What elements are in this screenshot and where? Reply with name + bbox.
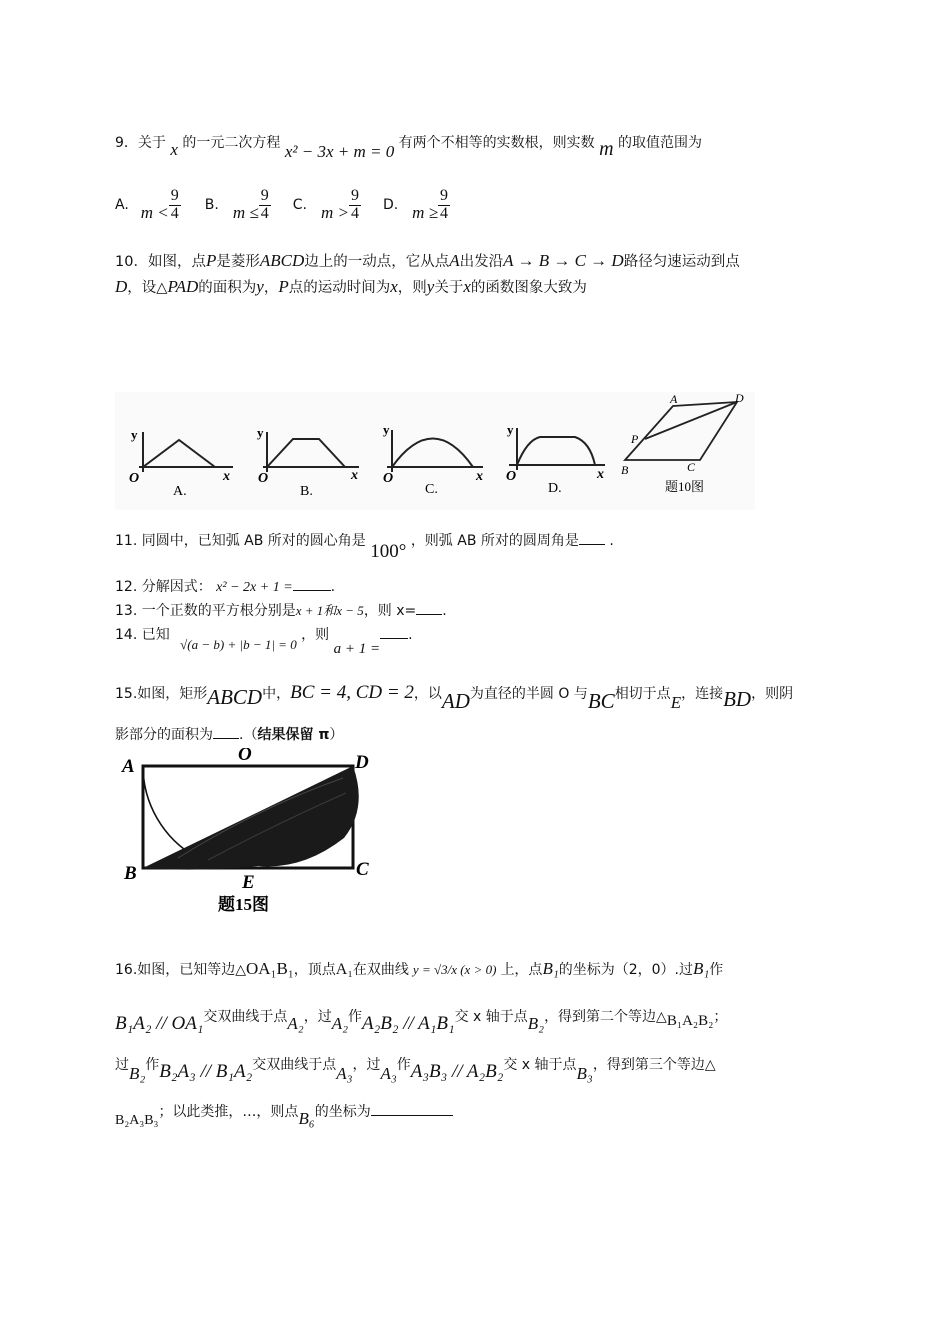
q10-var-a: A <box>449 251 460 270</box>
q10-var-x: x <box>390 277 398 296</box>
rhombus-label-b: B <box>621 463 629 477</box>
q16-text: 的坐标为 <box>314 1104 371 1120</box>
axis-label-y: y <box>507 422 514 437</box>
q16-point-a2: A₂ <box>331 1014 349 1033</box>
q15-text: ，连接 <box>681 686 724 702</box>
q16-hyperbola: y = √3/x (x > 0) <box>412 962 497 977</box>
q10-text: 是菱形 <box>216 254 260 270</box>
graph-a-caption: A. <box>173 484 187 499</box>
q16-text: 交双曲线于点 <box>203 1009 288 1025</box>
fig15-label-a: A <box>122 756 135 777</box>
q9-option-a-fraction: $\frac{9}{4}$ <box>170 187 179 222</box>
q15-var-abcd: ABCD <box>207 685 263 709</box>
q16-point-a3: A₃ <box>336 1064 353 1083</box>
q16-text: 交 x 轴于点 <box>503 1057 577 1073</box>
q16-line-4 <box>115 1100 453 1128</box>
q10-var-p: P <box>278 277 289 296</box>
q10-text: ， <box>263 280 279 296</box>
q10-path: A → B → C → D <box>503 251 624 270</box>
fig15-label-d: D <box>355 752 369 773</box>
q16-text: 16.如图，已知等边△ <box>115 962 247 978</box>
q9-option-b-fraction: $\frac{9}{4}$ <box>260 187 269 222</box>
q16-text: 作 <box>396 1057 411 1073</box>
fig15-caption: 题15图 <box>218 895 269 914</box>
q16-text: ，过 <box>303 1009 332 1025</box>
rhombus-label-p: P <box>631 432 639 446</box>
q16-relation: A₂B₂ // A₁B₁ <box>362 1013 455 1034</box>
q16-line-3 <box>115 1052 716 1083</box>
q9-option-a-letter: A. <box>115 197 129 214</box>
rhombus-caption: 题10图 <box>665 479 705 494</box>
q15-line-1 <box>115 678 794 713</box>
q10-line-1 <box>115 250 740 272</box>
q13-answer-blank <box>416 600 442 615</box>
q13-text: ，则 x= <box>363 603 417 619</box>
q10-text: 关于 <box>434 280 464 296</box>
graph-c-caption: C. <box>425 482 438 497</box>
fig15-label-o: O <box>238 748 252 765</box>
q10-text: 点的运动时间为 <box>288 280 391 296</box>
q16-point-b2: B₂ <box>129 1064 146 1083</box>
axis-label-x: x <box>597 467 604 482</box>
q15-var-ad: AD <box>441 689 470 713</box>
graph-d-caption: D. <box>548 481 562 496</box>
q9-line <box>115 128 703 161</box>
q9-tail: 有两个不相等的实数根，则实数 <box>398 135 595 151</box>
q16-point-a1: A₁ <box>335 961 353 978</box>
q9-option-c-lhs: m > <box>320 203 349 223</box>
q16-relation: B₂A₃ // B₁A₂ <box>159 1061 253 1082</box>
shaded-region <box>143 766 359 870</box>
q10-figure <box>115 392 755 510</box>
q16-text: ； <box>713 1009 728 1025</box>
q15-text: 相切于点 <box>614 686 671 702</box>
origin-label: O <box>258 471 269 486</box>
origin-label: O <box>129 471 140 486</box>
q12-line <box>115 576 335 597</box>
axis-label-x: x <box>476 469 483 484</box>
q10-var-d: D <box>115 277 128 296</box>
fig15-label-e: E <box>242 872 255 893</box>
q16-triangle-3: B₂A₃B₃ <box>115 1113 159 1128</box>
q16-line-2 <box>115 1004 728 1034</box>
q16-text: 作 <box>145 1057 160 1073</box>
axis-label-y: y <box>131 427 138 442</box>
q14-line <box>115 624 413 657</box>
q16-text: ，过 <box>352 1057 381 1073</box>
q15-condition: BC = 4, CD = 2 <box>290 682 414 703</box>
q9-var-x: x <box>170 140 178 159</box>
semicircle-arc <box>143 766 196 857</box>
q10-text: 边上的一动点，它从点 <box>304 254 450 270</box>
q9-option-c-letter: C. <box>292 197 307 214</box>
q13-end: . <box>442 603 447 619</box>
q14-text: 14. 已知 <box>115 627 170 643</box>
q14-text: ，则 <box>301 627 330 643</box>
q16-triangle-1: OA₁B₁ <box>246 959 294 978</box>
q9-option-d-letter: D. <box>382 197 399 214</box>
q15-var-bc: BC <box>587 689 615 713</box>
q13-line <box>115 600 447 620</box>
q9-end: 的取值范围为 <box>618 135 703 151</box>
q16-text: 上，点 <box>500 962 543 978</box>
q15-text: 15.如图，矩形 <box>115 686 208 702</box>
q16-relation: B₁A₂ // OA₁ <box>115 1013 204 1034</box>
q10-var-abcd: ABCD <box>259 251 305 270</box>
axis-label-y: y <box>257 425 264 440</box>
q15-bold-note: 结果保留 π <box>257 727 330 743</box>
q15-text: 中， <box>262 686 291 702</box>
q16-point-b2: B₂ <box>527 1014 545 1033</box>
q12-text: 12. 分解因式： <box>115 579 212 595</box>
q9-mid: 的一元二次方程 <box>182 135 281 151</box>
q13-text: 13. 一个正数的平方根分别是 <box>115 603 296 619</box>
q10-var-p: P <box>205 251 217 270</box>
q12-end: . <box>330 579 336 595</box>
q9-options <box>115 188 450 223</box>
q10-var-y: y <box>256 277 264 296</box>
rhombus-label-a: A <box>670 392 678 406</box>
axis-label-x: x <box>223 469 230 484</box>
q11-line <box>115 528 614 562</box>
q15-text: ，则阴 <box>751 686 794 702</box>
q9-lead: 9．关于 <box>115 135 166 151</box>
q16-text: 作 <box>709 962 724 978</box>
origin-label: O <box>506 469 517 484</box>
q11-text: ，则弧 AB 所对的圆周角是 <box>410 533 579 549</box>
q16-text: ，顶点 <box>293 962 336 978</box>
q10-text: 的面积为 <box>198 280 257 296</box>
q15-text: ，以 <box>413 686 442 702</box>
q16-text: 过 <box>115 1057 129 1073</box>
q9-var-m: m <box>599 138 614 160</box>
q14-end: . <box>408 627 413 643</box>
q16-point-b1: B₁ <box>542 959 559 978</box>
origin-label: O <box>383 471 394 486</box>
q16-text: 的坐标为（2，0）.过 <box>558 962 693 978</box>
q16-text: 作 <box>348 1009 363 1025</box>
q10-text: 的函数图象大致为 <box>470 280 587 296</box>
axis-label-y: y <box>383 422 390 437</box>
q16-point-a2: A₂ <box>287 1014 304 1033</box>
q13-expression: x + 1和x − 5 <box>295 603 364 618</box>
q15-text: 为直径的半圆 O 与 <box>469 686 588 702</box>
q9-option-b-letter: B. <box>204 197 219 214</box>
q9-equation: x² − 3x + m = 0 <box>284 142 395 161</box>
q11-angle: 100° <box>370 541 407 562</box>
q9-option-b-lhs: m ≤ <box>232 203 259 223</box>
q16-point-b6: B₆ <box>298 1109 315 1128</box>
axis-label-x: x <box>351 468 358 483</box>
q16-text: 交双曲线于点 <box>252 1057 337 1073</box>
q16-point-a3: A₃ <box>380 1064 397 1083</box>
fig15-label-b: B <box>124 863 137 884</box>
q16-line-1 <box>115 958 723 981</box>
q14-answer-blank <box>380 624 408 639</box>
q16-text: 在双曲线 <box>352 962 409 978</box>
q16-triangle-2: B₁A₂B₂ <box>666 1013 714 1029</box>
q11-text: 11. 同圆中，已知弧 AB 所对的圆心角是 <box>115 533 366 549</box>
q15-var-e: E <box>670 693 682 712</box>
rhombus-label-c: C <box>687 460 696 474</box>
q9-option-c-fraction: $\frac{9}{4}$ <box>350 187 359 222</box>
q16-point-b1: B₁ <box>693 959 710 978</box>
q15-answer-blank <box>213 724 239 739</box>
q9-option-d-fraction: $\frac{9}{4}$ <box>440 187 449 222</box>
q10-var-y: y <box>426 277 435 296</box>
q10-text: ，设△ <box>127 280 168 296</box>
q16-text: ；以此类推，…，则点 <box>158 1104 299 1120</box>
q12-answer-blank <box>293 576 331 591</box>
q16-text: ，得到第二个等边△ <box>544 1009 667 1025</box>
q10-text: 出发沿 <box>459 254 504 270</box>
q9-option-a-lhs: m < <box>140 203 169 223</box>
q10-line-2 <box>115 276 587 298</box>
q10-text: ，则 <box>397 280 427 296</box>
q16-text: ，得到第三个等边△ <box>592 1057 716 1073</box>
q15-text: .（ <box>239 727 258 743</box>
q10-var-x: x <box>463 277 471 296</box>
q15-figure <box>118 748 388 918</box>
q16-answer-blank <box>371 1101 453 1116</box>
graph-b-caption: B. <box>300 484 313 499</box>
q10-var-pad: PAD <box>167 277 199 296</box>
rhombus-label-d: D <box>735 392 744 405</box>
q15-text: 影部分的面积为 <box>115 727 213 743</box>
q15-line-2 <box>115 724 343 744</box>
q11-end: . <box>609 533 614 549</box>
q14-expression: √(a − b) + |b − 1| = 0 <box>180 637 297 652</box>
q12-expression: x² − 2x + 1 = <box>216 580 293 595</box>
q9-option-d-lhs: m ≥ <box>412 203 439 223</box>
q10-text: 路径匀速运动到点 <box>623 254 740 270</box>
q14-expression-2: a + 1 = <box>333 641 381 657</box>
q15-var-bd: BD <box>723 687 752 711</box>
q11-answer-blank <box>579 530 605 545</box>
fig15-label-c: C <box>356 859 369 880</box>
q15-text: ） <box>329 727 344 743</box>
q10-text: 10．如图，点 <box>115 254 206 270</box>
q16-point-b3: B₃ <box>576 1064 593 1083</box>
q16-text: 交 x 轴于点 <box>454 1009 528 1025</box>
q16-relation: A₃B₃ // A₂B₂ <box>410 1061 504 1082</box>
